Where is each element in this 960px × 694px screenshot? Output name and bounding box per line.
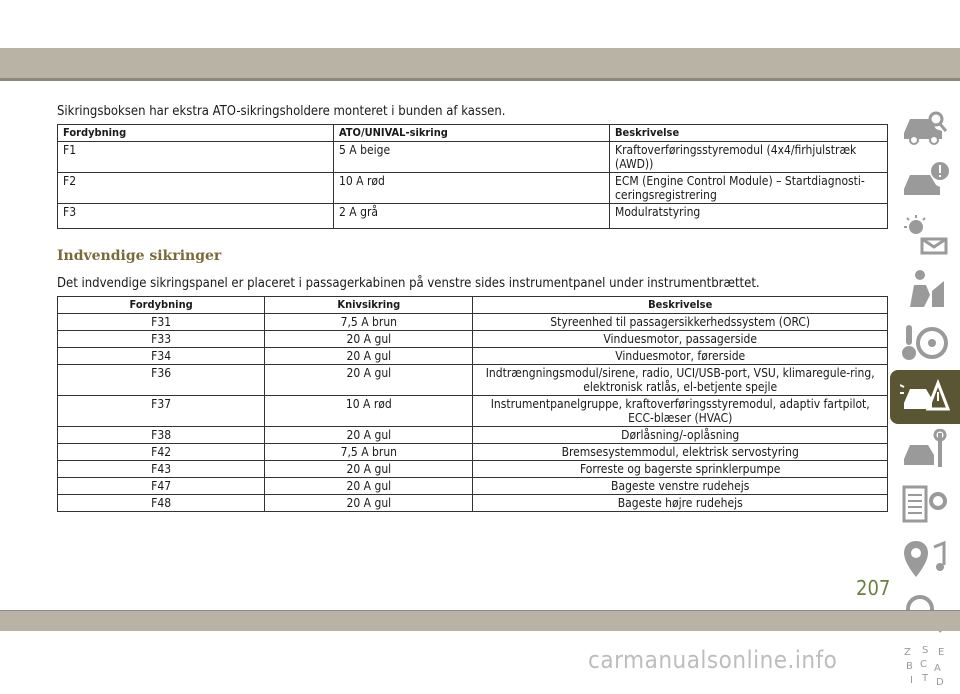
cell: 7,5 A brun	[265, 444, 473, 461]
dashboard-lights-icon	[900, 213, 950, 257]
index-letter: S	[922, 645, 929, 656]
cell: ECM (Engine Control Module) – Startdiagnosti-ceringsregistrering	[610, 173, 888, 204]
index-letter: A	[934, 663, 941, 674]
index-icon	[900, 645, 950, 689]
cell: 10 A rød	[334, 173, 610, 204]
cell: Styreenhed til passagersikkerhedssystem (ORC)	[473, 314, 888, 331]
cell: F31	[58, 314, 265, 331]
cell: 7,5 A brun	[265, 314, 473, 331]
table-row	[58, 478, 888, 495]
steering-key-icon	[900, 321, 950, 365]
cell: Kraftoverføringsstyremodul (4x4/firhjulstræk (AWD))	[610, 142, 888, 173]
cell: 20 A gul	[265, 461, 473, 478]
cell: F33	[58, 331, 265, 348]
index-letter: T	[922, 673, 929, 684]
section-heading: Indvendige sikringer	[57, 248, 222, 264]
tab-settings-list[interactable]	[890, 478, 960, 532]
cell: F48	[58, 495, 265, 512]
table-row	[58, 461, 888, 478]
cell: F37	[58, 396, 265, 427]
tab-car-hazard[interactable]	[890, 370, 960, 424]
car-search-icon	[900, 105, 950, 149]
col-header: Fordybning	[58, 125, 334, 142]
cell: F36	[58, 365, 265, 396]
cell: 2 A grå	[334, 204, 610, 229]
tab-airbag-passenger[interactable]	[890, 262, 960, 316]
index-letter: C	[920, 659, 927, 670]
media-navigation-icon	[900, 537, 950, 581]
tab-dashboard-lights[interactable]	[890, 208, 960, 262]
cell: 5 A beige	[334, 142, 610, 173]
tab-steering-key[interactable]	[890, 316, 960, 370]
cell: F1	[58, 142, 334, 173]
car-tools-icon	[900, 429, 950, 473]
tab-car-tools[interactable]	[890, 424, 960, 478]
cell: Bremsesystemmodul, elektrisk servostyring	[473, 444, 888, 461]
car-hazard-icon	[900, 375, 950, 419]
intro-text: Sikringsboksen har ekstra ATO-sikringsholdere monteret i bunden af kassen.	[57, 104, 506, 119]
cell: 20 A gul	[265, 478, 473, 495]
table-row	[58, 204, 888, 229]
cell: Vinduesmotor, passagerside	[473, 331, 888, 348]
col-header: Beskrivelse	[473, 297, 888, 314]
table-row	[58, 331, 888, 348]
index-letter: Z	[904, 647, 911, 658]
bottom-band	[0, 611, 960, 631]
cell: F47	[58, 478, 265, 495]
index-letter: I	[910, 675, 913, 686]
cell: 20 A gul	[265, 495, 473, 512]
cell: F2	[58, 173, 334, 204]
cell: 20 A gul	[265, 427, 473, 444]
table-row	[58, 142, 888, 173]
index-letter: B	[906, 661, 913, 672]
top-band	[0, 48, 960, 78]
section-intro: Det indvendige sikringspanel er placeret i passagerkabinen på venstre sides instrumentpanel under instrumentbrættet.	[57, 276, 760, 291]
cell: 20 A gul	[265, 331, 473, 348]
table-row	[58, 173, 888, 204]
tab-media-navigation[interactable]	[890, 532, 960, 586]
cell: Indtrængningsmodul/sirene, radio, UCI/USB-port, VSU, klimaregule-ring, elektronisk ratlås, el-betjente spejle	[473, 365, 888, 396]
settings-list-icon	[900, 483, 950, 527]
tab-index[interactable]	[890, 640, 960, 694]
col-header: Beskrivelse	[610, 125, 888, 142]
cell: F42	[58, 444, 265, 461]
col-header: Knivsikring	[265, 297, 473, 314]
table-row	[58, 495, 888, 512]
cell: 10 A rød	[265, 396, 473, 427]
cell: Instrumentpanelgruppe, kraftoverføringsstyremodul, adaptiv fartpilot, ECC-blæser (HVAC)	[473, 396, 888, 427]
cell: Bageste højre rudehejs	[473, 495, 888, 512]
cell: Bageste venstre rudehejs	[473, 478, 888, 495]
cell: F38	[58, 427, 265, 444]
top-divider	[0, 78, 960, 81]
tab-car-warning[interactable]	[890, 154, 960, 208]
cell: F3	[58, 204, 334, 229]
airbag-passenger-icon	[900, 267, 950, 311]
table-row	[58, 427, 888, 444]
cell: Dørlåsning/-oplåsning	[473, 427, 888, 444]
table-row	[58, 348, 888, 365]
cell: Forreste og bagerste sprinklerpumpe	[473, 461, 888, 478]
tab-car-search[interactable]	[890, 100, 960, 154]
page-number: 207	[856, 576, 891, 600]
blade-fuse-table	[57, 296, 888, 512]
table-row	[58, 444, 888, 461]
index-letter: D	[936, 677, 944, 688]
cell: 20 A gul	[265, 348, 473, 365]
index-letter: E	[938, 647, 945, 658]
cell: Modulratstyring	[610, 204, 888, 229]
cell: Vinduesmotor, førerside	[473, 348, 888, 365]
table-row	[58, 396, 888, 427]
col-header: Fordybning	[58, 297, 265, 314]
table-row	[58, 365, 888, 396]
watermark: carmanualsonline.info	[588, 646, 838, 674]
table-row	[58, 314, 888, 331]
cell: F43	[58, 461, 265, 478]
cell: 20 A gul	[265, 365, 473, 396]
car-warning-icon	[900, 159, 950, 203]
ato-fuse-table	[57, 124, 888, 229]
cell: F34	[58, 348, 265, 365]
col-header: ATO/UNIVAL-sikring	[334, 125, 610, 142]
